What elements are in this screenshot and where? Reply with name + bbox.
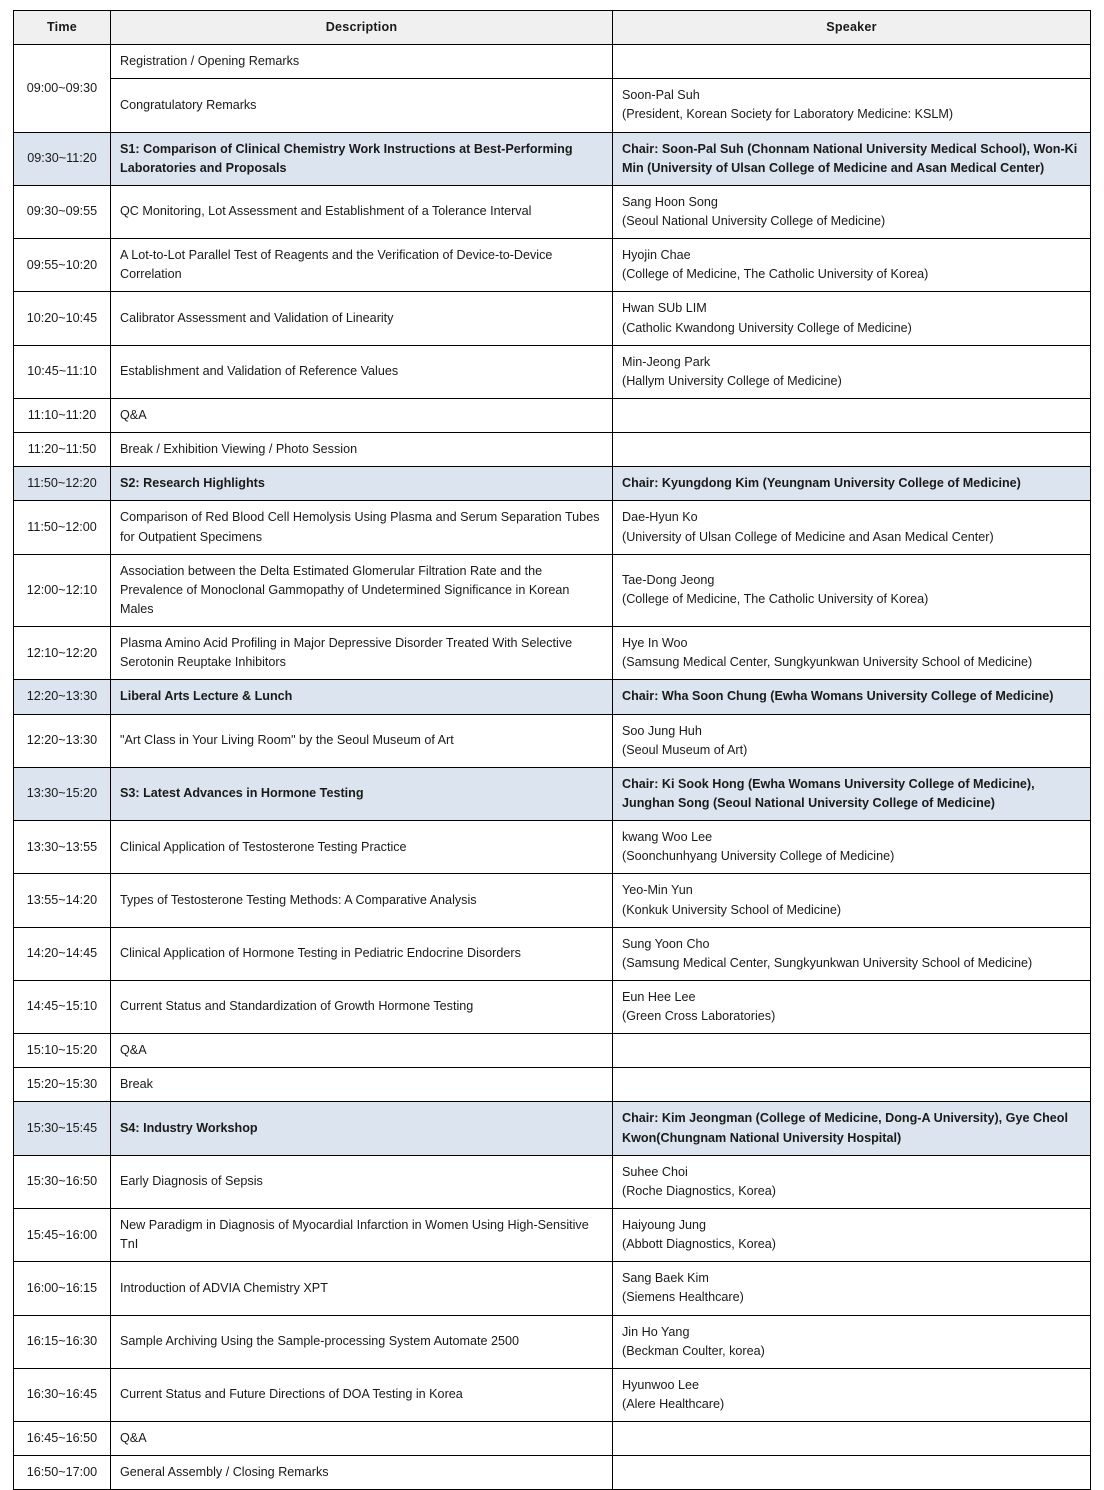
speaker-affiliation: (Konkuk University School of Medicine) [622, 902, 842, 917]
cell-description: Clinical Application of Hormone Testing in Pediatric Endocrine Disorders [111, 927, 613, 980]
cell-speaker [613, 714, 1091, 767]
speaker-affiliation: (Abbott Diagnostics, Korea) [622, 1237, 776, 1252]
cell-speaker [613, 627, 1091, 680]
table-row [14, 1456, 1091, 1490]
speaker-affiliation: (Beckman Coulter, korea) [622, 1343, 765, 1358]
cell-time: 11:50~12:20 [14, 467, 111, 501]
cell-time: 10:20~10:45 [14, 292, 111, 345]
table-body [14, 45, 1091, 1490]
speaker-affiliation: (Alere Healthcare) [622, 1397, 725, 1412]
cell-time: 13:30~13:55 [14, 821, 111, 874]
cell-speaker [613, 1315, 1091, 1368]
speaker-affiliation: (Samsung Medical Center, Sungkyunkwan University School of Medicine) [622, 655, 1033, 670]
table-row [14, 45, 1091, 79]
table-row [14, 1102, 1091, 1155]
speaker-affiliation: (Samsung Medical Center, Sungkyunkwan University School of Medicine) [622, 955, 1033, 970]
cell-time: 09:55~10:20 [14, 239, 111, 292]
cell-description: Current Status and Standardization of Growth Hormone Testing [111, 980, 613, 1033]
cell-speaker [613, 79, 1091, 132]
cell-description: Clinical Application of Testosterone Testing Practice [111, 821, 613, 874]
cell-time: 16:00~16:15 [14, 1262, 111, 1315]
cell-session-chair [613, 467, 1091, 501]
table-row [14, 345, 1091, 398]
speaker-name: Soo Jung Huh [622, 723, 702, 738]
cell-time: 16:15~16:30 [14, 1315, 111, 1368]
cell-speaker [613, 239, 1091, 292]
table-row [14, 874, 1091, 927]
cell-time: 14:45~15:10 [14, 980, 111, 1033]
cell-speaker [613, 1368, 1091, 1421]
speaker-name: Chair: Wha Soon Chung (Ewha Womans University College of Medicine) [622, 689, 1054, 704]
table-row [14, 1368, 1091, 1421]
cell-speaker [613, 1034, 1091, 1068]
table-row [14, 433, 1091, 467]
cell-time: 15:20~15:30 [14, 1068, 111, 1102]
cell-description: Plasma Amino Acid Profiling in Major Depressive Disorder Treated With Selective Serotonin Reuptake Inhibitors [111, 627, 613, 680]
header-row [14, 11, 1091, 45]
speaker-name: Hyojin Chae [622, 248, 691, 263]
cell-session-title: S3: Latest Advances in Hormone Testing [111, 767, 613, 820]
speaker-name: Jin Ho Yang [622, 1324, 690, 1339]
cell-time: 11:10~11:20 [14, 398, 111, 432]
speaker-affiliation: (Siemens Healthcare) [622, 1290, 744, 1305]
column-header-speaker: Speaker [613, 11, 1091, 45]
speaker-name: Yeo-Min Yun [622, 883, 693, 898]
table-row [14, 467, 1091, 501]
cell-speaker [613, 554, 1091, 626]
cell-speaker [613, 185, 1091, 238]
table-row [14, 1315, 1091, 1368]
cell-time: 13:30~15:20 [14, 767, 111, 820]
table-row [14, 1209, 1091, 1262]
speaker-affiliation: (Soonchunhyang University College of Medicine) [622, 849, 895, 864]
table-row [14, 627, 1091, 680]
table-row [14, 927, 1091, 980]
speaker-name: kwang Woo Lee [622, 830, 713, 845]
table-row [14, 1034, 1091, 1068]
cell-time: 13:55~14:20 [14, 874, 111, 927]
cell-session-chair [613, 767, 1091, 820]
table-header [14, 11, 1091, 45]
speaker-name: Hwan SUb LIM [622, 301, 707, 316]
table-row [14, 292, 1091, 345]
speaker-name: Chair: Soon-Pal Suh (Chonnam National University Medical School), Won-Ki Min (University of Ulsan College of Medicine and Asan Medical Center) [622, 141, 1078, 175]
cell-description: Q&A [111, 1422, 613, 1456]
table-row [14, 185, 1091, 238]
speaker-name: Sang Hoon Song [622, 194, 718, 209]
table-row [14, 680, 1091, 714]
cell-description: Introduction of ADVIA Chemistry XPT [111, 1262, 613, 1315]
table-row [14, 79, 1091, 132]
cell-session-title: S2: Research Highlights [111, 467, 613, 501]
speaker-name: Haiyoung Jung [622, 1218, 707, 1233]
speaker-affiliation: (University of Ulsan College of Medicine and Asan Medical Center) [622, 529, 994, 544]
table-row [14, 1068, 1091, 1102]
cell-description: New Paradigm in Diagnosis of Myocardial Infarction in Women Using High-Sensitive TnI [111, 1209, 613, 1262]
cell-time: 15:30~15:45 [14, 1102, 111, 1155]
cell-description: Congratulatory Remarks [111, 79, 613, 132]
cell-time: 12:20~13:30 [14, 714, 111, 767]
conference-schedule-table [13, 10, 1091, 1490]
cell-time: 15:10~15:20 [14, 1034, 111, 1068]
speaker-name: Sang Baek Kim [622, 1271, 709, 1286]
cell-description: Association between the Delta Estimated Glomerular Filtration Rate and the Prevalence of Monoclonal Gammopathy of Undetermined Significance in Korean Males [111, 554, 613, 626]
cell-description: Break / Exhibition Viewing / Photo Session [111, 433, 613, 467]
cell-time: 14:20~14:45 [14, 927, 111, 980]
cell-description: Comparison of Red Blood Cell Hemolysis Using Plasma and Serum Separation Tubes for Outpatient Specimens [111, 501, 613, 554]
cell-speaker [613, 398, 1091, 432]
cell-time: 11:50~12:00 [14, 501, 111, 554]
cell-time: 15:30~16:50 [14, 1155, 111, 1208]
cell-speaker [613, 1456, 1091, 1490]
speaker-affiliation: (Catholic Kwandong University College of Medicine) [622, 320, 912, 335]
table-row [14, 714, 1091, 767]
cell-description: Establishment and Validation of Reference Values [111, 345, 613, 398]
speaker-name: Chair: Kyungdong Kim (Yeungnam University College of Medicine) [622, 476, 1021, 491]
cell-time: 16:50~17:00 [14, 1456, 111, 1490]
cell-speaker [613, 874, 1091, 927]
cell-speaker [613, 1262, 1091, 1315]
cell-session-chair [613, 680, 1091, 714]
table-row [14, 1155, 1091, 1208]
speaker-name: Chair: Kim Jeongman (College of Medicine, Dong-A University), Gye Cheol Kwon(Chungnam National University Hospital) [622, 1111, 1068, 1145]
cell-speaker [613, 45, 1091, 79]
column-header-description: Description [111, 11, 613, 45]
speaker-affiliation: (Green Cross Laboratories) [622, 1009, 776, 1024]
cell-time: 16:30~16:45 [14, 1368, 111, 1421]
speaker-name: Hye In Woo [622, 636, 688, 651]
cell-description: QC Monitoring, Lot Assessment and Establishment of a Tolerance Interval [111, 185, 613, 238]
speaker-affiliation: (Hallym University College of Medicine) [622, 373, 842, 388]
cell-description: "Art Class in Your Living Room" by the Seoul Museum of Art [111, 714, 613, 767]
speaker-name: Sung Yoon Cho [622, 936, 710, 951]
column-header-time: Time [14, 11, 111, 45]
cell-session-chair [613, 132, 1091, 185]
speaker-affiliation: (College of Medicine, The Catholic University of Korea) [622, 592, 929, 607]
cell-description: A Lot-to-Lot Parallel Test of Reagents and the Verification of Device-to-Device Correlation [111, 239, 613, 292]
cell-speaker [613, 980, 1091, 1033]
cell-time: 12:00~12:10 [14, 554, 111, 626]
cell-speaker [613, 1422, 1091, 1456]
table-row [14, 554, 1091, 626]
cell-time: 11:20~11:50 [14, 433, 111, 467]
speaker-affiliation: (Roche Diagnostics, Korea) [622, 1183, 776, 1198]
cell-description: Sample Archiving Using the Sample-processing System Automate 2500 [111, 1315, 613, 1368]
cell-speaker [613, 821, 1091, 874]
cell-description: Break [111, 1068, 613, 1102]
cell-time: 09:00~09:30 [14, 45, 111, 132]
speaker-name: Dae-Hyun Ko [622, 510, 698, 525]
cell-description: Registration / Opening Remarks [111, 45, 613, 79]
table-row [14, 821, 1091, 874]
cell-session-title: S4: Industry Workshop [111, 1102, 613, 1155]
speaker-name: Hyunwoo Lee [622, 1377, 700, 1392]
speaker-affiliation: (Seoul Museum of Art) [622, 742, 748, 757]
cell-speaker [613, 1209, 1091, 1262]
cell-time: 09:30~09:55 [14, 185, 111, 238]
table-row [14, 239, 1091, 292]
speaker-name: Suhee Choi [622, 1164, 688, 1179]
cell-time: 10:45~11:10 [14, 345, 111, 398]
cell-description: Calibrator Assessment and Validation of Linearity [111, 292, 613, 345]
table-row [14, 980, 1091, 1033]
table-row [14, 501, 1091, 554]
cell-session-title: S1: Comparison of Clinical Chemistry Work Instructions at Best-Performing Laboratories and Proposals [111, 132, 613, 185]
speaker-name: Eun Hee Lee [622, 989, 696, 1004]
cell-speaker [613, 433, 1091, 467]
speaker-name: Tae-Dong Jeong [622, 573, 715, 588]
cell-description: Types of Testosterone Testing Methods: A Comparative Analysis [111, 874, 613, 927]
cell-speaker [613, 345, 1091, 398]
cell-description: Q&A [111, 398, 613, 432]
cell-description: Q&A [111, 1034, 613, 1068]
cell-session-chair [613, 1102, 1091, 1155]
speaker-affiliation: (President, Korean Society for Laboratory Medicine: KSLM) [622, 107, 954, 122]
cell-description: Current Status and Future Directions of DOA Testing in Korea [111, 1368, 613, 1421]
table-row [14, 767, 1091, 820]
cell-description: Early Diagnosis of Sepsis [111, 1155, 613, 1208]
cell-speaker [613, 927, 1091, 980]
speaker-affiliation: (Seoul National University College of Medicine) [622, 213, 886, 228]
cell-time: 16:45~16:50 [14, 1422, 111, 1456]
cell-session-title: Liberal Arts Lecture & Lunch [111, 680, 613, 714]
table-row [14, 1262, 1091, 1315]
speaker-affiliation: (College of Medicine, The Catholic University of Korea) [622, 267, 929, 282]
cell-time: 12:20~13:30 [14, 680, 111, 714]
cell-speaker [613, 1068, 1091, 1102]
cell-time: 09:30~11:20 [14, 132, 111, 185]
speaker-name: Chair: Ki Sook Hong (Ewha Womans University College of Medicine), Junghan Song (Seoul National University College of Medicine) [622, 776, 1035, 810]
cell-speaker [613, 292, 1091, 345]
cell-speaker [613, 501, 1091, 554]
speaker-name: Min-Jeong Park [622, 354, 711, 369]
table-row [14, 132, 1091, 185]
cell-description: General Assembly / Closing Remarks [111, 1456, 613, 1490]
cell-time: 15:45~16:00 [14, 1209, 111, 1262]
table-row [14, 398, 1091, 432]
table-row [14, 1422, 1091, 1456]
cell-time: 12:10~12:20 [14, 627, 111, 680]
cell-speaker [613, 1155, 1091, 1208]
speaker-name: Soon-Pal Suh [622, 88, 700, 103]
